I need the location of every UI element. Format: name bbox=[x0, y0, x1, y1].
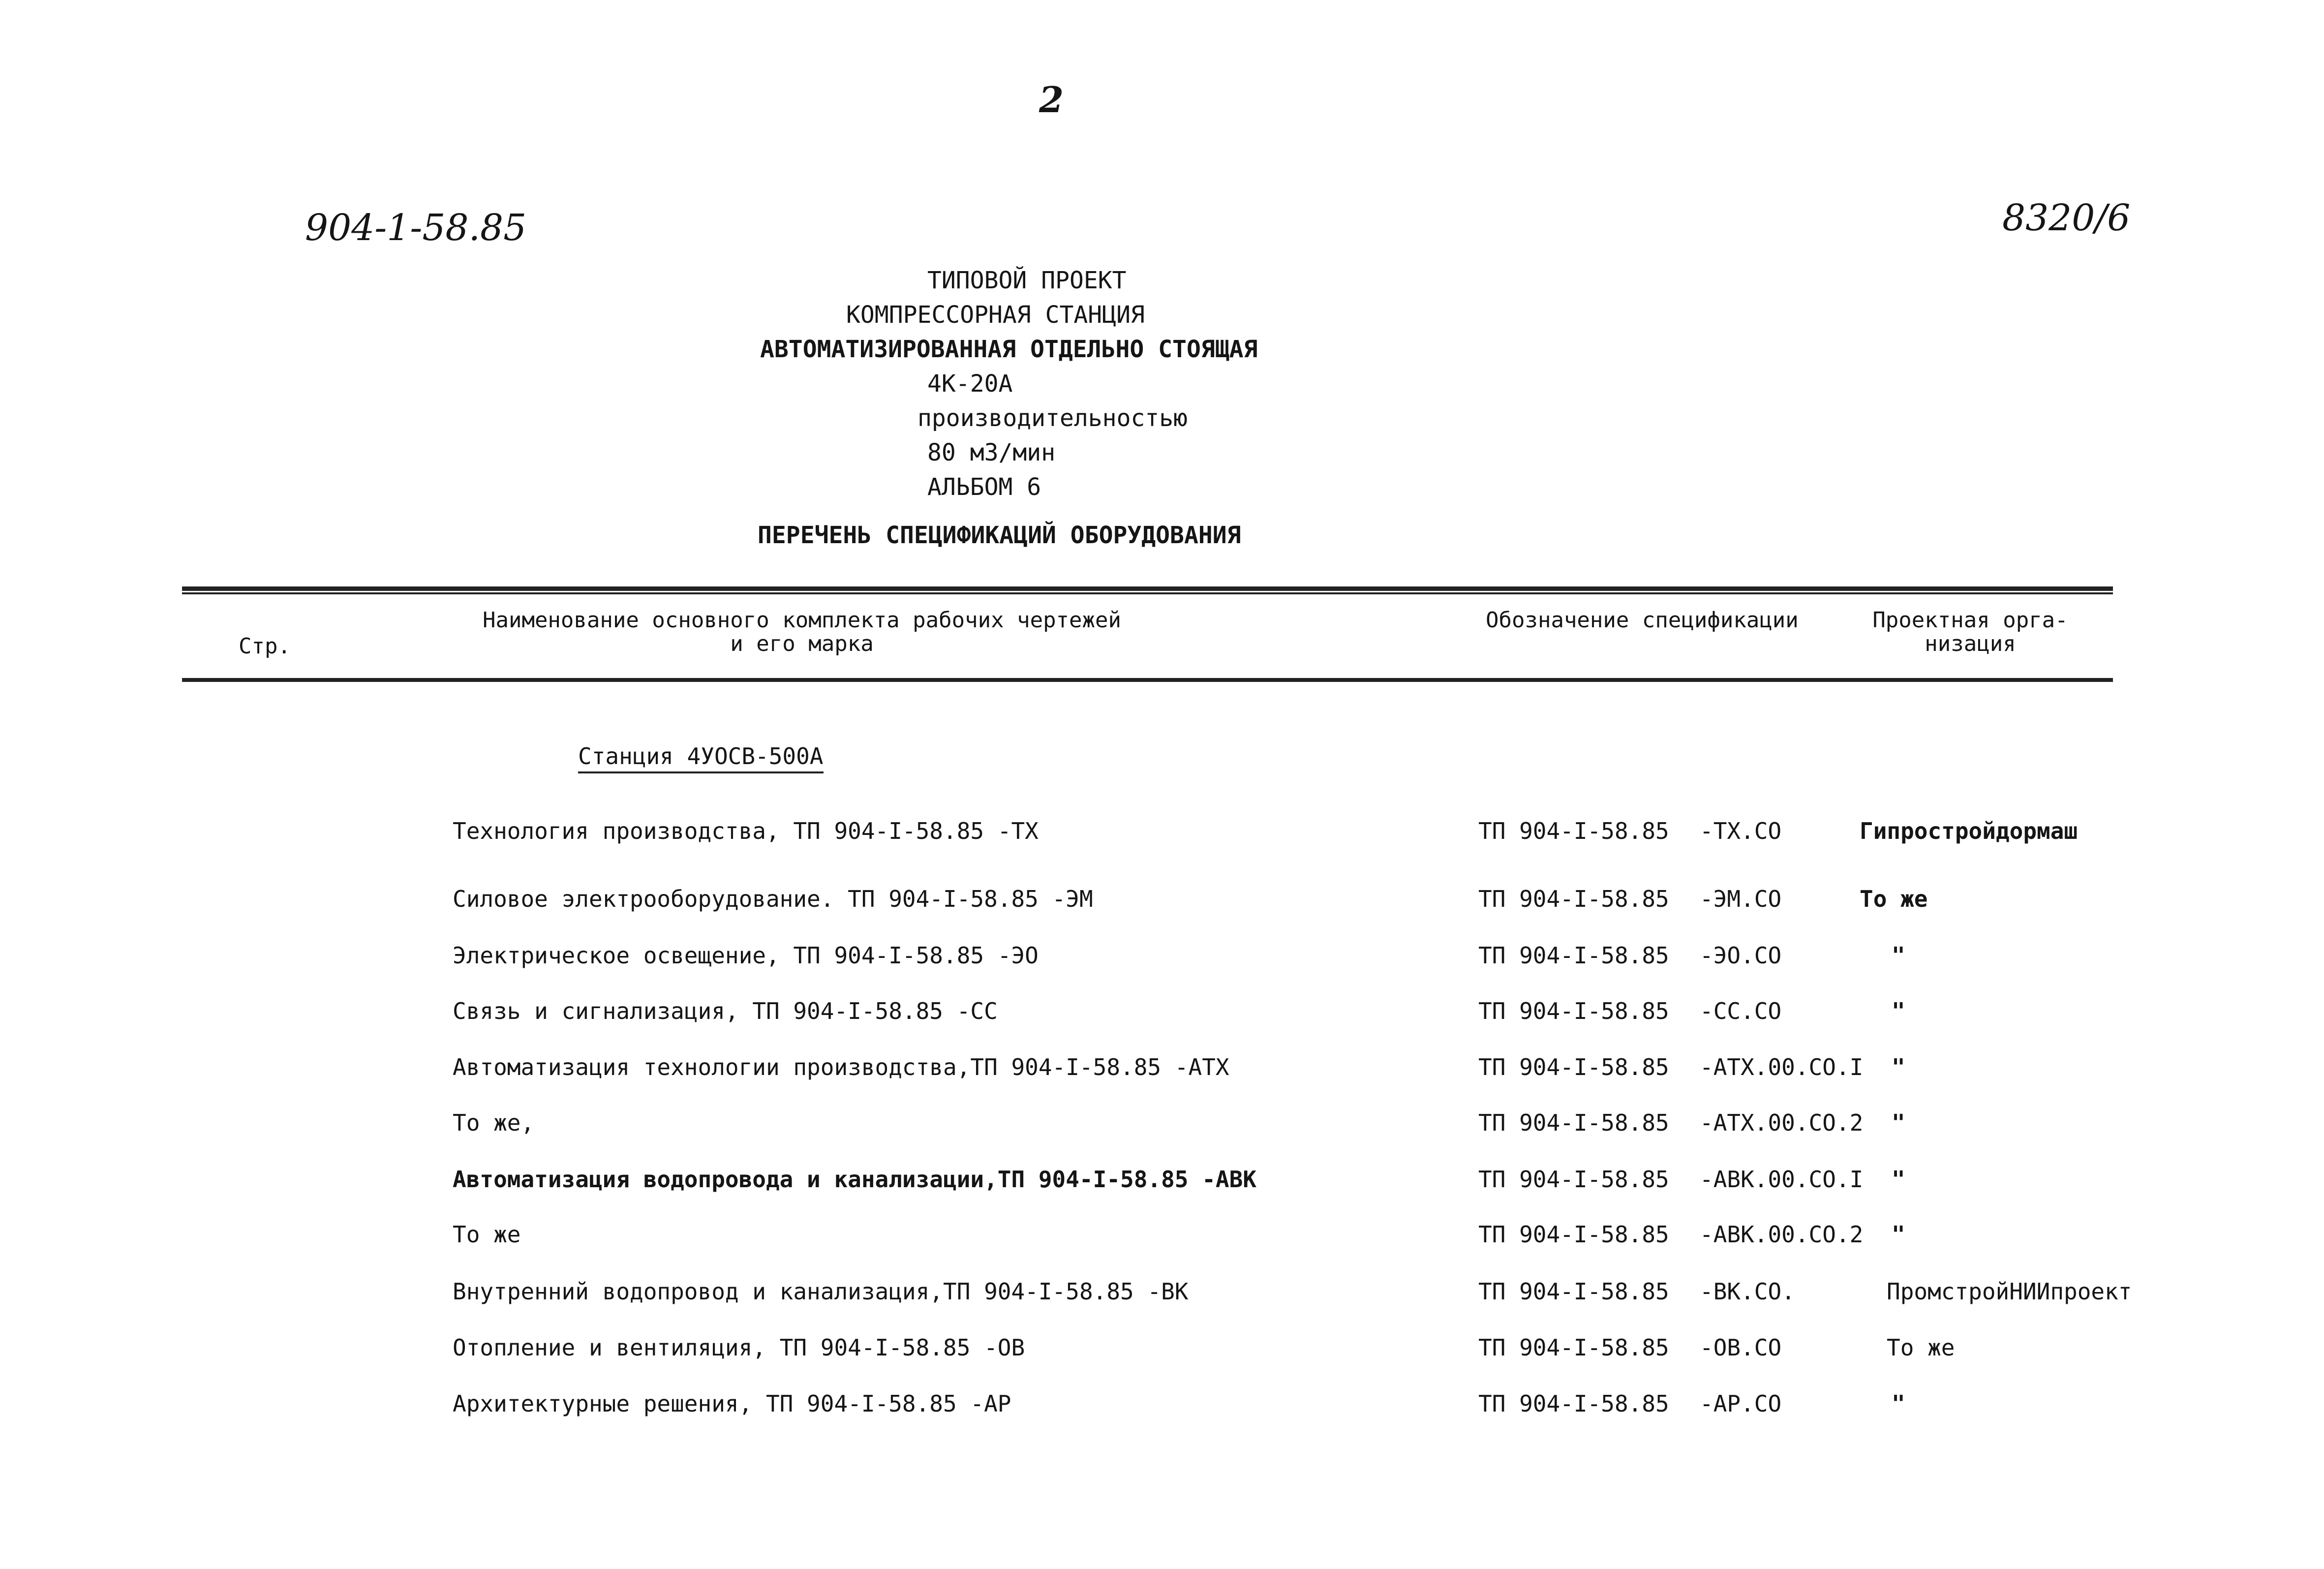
row-suffix: -ТХ.СО bbox=[1700, 818, 1782, 844]
row-code: ТП 904-I-58.85 bbox=[1478, 1221, 1669, 1248]
row-code: ТП 904-I-58.85 bbox=[1478, 1109, 1669, 1136]
row-org: То же bbox=[1860, 886, 1928, 912]
header-name bbox=[453, 609, 1151, 656]
row-org: " bbox=[1892, 1054, 1905, 1080]
table-row bbox=[0, 1109, 2324, 1144]
title-line: 80 м3/мин bbox=[927, 439, 1056, 466]
row-org: " bbox=[1892, 942, 1905, 969]
table-top-rule bbox=[182, 586, 2113, 591]
page-number: 2 bbox=[1039, 79, 1064, 121]
row-code: ТП 904-I-58.85 bbox=[1478, 1166, 1669, 1193]
table-row bbox=[0, 1390, 2324, 1425]
table-row bbox=[0, 886, 2324, 920]
row-name: Архитектурные решения, ТП 904-I-58.85 -АР bbox=[453, 1390, 1011, 1417]
title-line: КОМПРЕССОРНАЯ СТАНЦИЯ bbox=[846, 301, 1145, 329]
row-name: Автоматизация технологии производства,ТП 904-I-58.85 -АТХ bbox=[453, 1054, 1229, 1080]
table-row bbox=[0, 1221, 2324, 1256]
header-org bbox=[1865, 609, 2076, 656]
row-suffix: -АТХ.00.СО.I bbox=[1700, 1054, 1864, 1080]
row-name: То же bbox=[453, 1221, 521, 1248]
header-name-line1: Наименование основного комплекта рабочих чертежей bbox=[482, 608, 1122, 633]
table-row bbox=[0, 1278, 2324, 1313]
header-page: Стр. bbox=[239, 634, 291, 659]
table-row bbox=[0, 942, 2324, 977]
row-code: ТП 904-I-58.85 bbox=[1478, 1054, 1669, 1080]
row-suffix: -АВК.00.СО.2 bbox=[1700, 1221, 1864, 1248]
title-line: АЛЬБОМ 6 bbox=[927, 473, 1041, 501]
row-suffix: -ОВ.СО bbox=[1700, 1334, 1782, 1361]
table-row bbox=[0, 1054, 2324, 1088]
row-suffix: -АТХ.00.СО.2 bbox=[1700, 1109, 1864, 1136]
title-line: производительностью bbox=[917, 404, 1188, 432]
row-name: То же, bbox=[453, 1109, 535, 1136]
handwritten-inventory-number: 8320/6 bbox=[2002, 197, 2131, 239]
row-name: Силовое электрооборудование. ТП 904-I-58.85 -ЭМ bbox=[453, 886, 1093, 912]
row-code: ТП 904-I-58.85 bbox=[1478, 998, 1669, 1024]
handwritten-project-code: 904-1-58.85 bbox=[305, 207, 527, 249]
table-row bbox=[0, 1334, 2324, 1369]
row-code: ТП 904-I-58.85 bbox=[1478, 818, 1669, 844]
row-name: Технология производства, ТП 904-I-58.85 -ТХ bbox=[453, 818, 1039, 844]
header-org-line1: Проектная орга- bbox=[1872, 608, 2068, 633]
header-name-line2: и его марка bbox=[730, 631, 874, 656]
row-suffix: -АВК.00.СО.I bbox=[1700, 1166, 1864, 1193]
table-row bbox=[0, 1166, 2324, 1200]
row-org: " bbox=[1892, 1390, 1905, 1417]
table-row bbox=[0, 998, 2324, 1032]
title-line: ТИПОВОЙ ПРОЕКТ bbox=[927, 267, 1127, 294]
section-title: ПЕРЕЧЕНЬ СПЕЦИФИКАЦИЙ ОБОРУДОВАНИЯ bbox=[758, 522, 1241, 549]
row-name: Автоматизация водопровода и канализации,ТП 904-I-58.85 -АВК bbox=[453, 1166, 1256, 1193]
row-org: " bbox=[1892, 1221, 1905, 1248]
row-code: ТП 904-I-58.85 bbox=[1478, 1278, 1669, 1305]
header-org-line2: низация bbox=[1925, 631, 2016, 656]
row-org: " bbox=[1892, 1109, 1905, 1136]
row-code: ТП 904-I-58.85 bbox=[1478, 942, 1669, 969]
title-line: 4К-20А bbox=[927, 370, 1013, 398]
title-line: АВТОМАТИЗИРОВАННАЯ ОТДЕЛЬНО СТОЯЩАЯ bbox=[760, 336, 1258, 363]
row-code: ТП 904-I-58.85 bbox=[1478, 1334, 1669, 1361]
row-suffix: -СС.СО bbox=[1700, 998, 1782, 1024]
table-top-rule-thin bbox=[182, 592, 2113, 594]
row-name: Связь и сигнализация, ТП 904-I-58.85 -СС bbox=[453, 998, 998, 1024]
row-code: ТП 904-I-58.85 bbox=[1478, 1390, 1669, 1417]
header-spec: Обозначение спецификации bbox=[1486, 608, 1799, 633]
row-org: " bbox=[1892, 998, 1905, 1024]
table-header-rule bbox=[182, 678, 2113, 682]
row-name: Внутренний водопровод и канализация,ТП 904-I-58.85 -ВК bbox=[453, 1278, 1189, 1305]
table-row bbox=[0, 818, 2324, 852]
row-org: " bbox=[1892, 1166, 1905, 1193]
row-org: То же bbox=[1887, 1334, 1955, 1361]
row-suffix: -ВК.СО. bbox=[1700, 1278, 1795, 1305]
row-name: Отопление и вентиляция, ТП 904-I-58.85 -ОВ bbox=[453, 1334, 1025, 1361]
row-suffix: -АР.СО bbox=[1700, 1390, 1782, 1417]
row-org: Гипростройдормаш bbox=[1860, 818, 2078, 844]
row-org: ПромстройНИИпроект bbox=[1887, 1278, 2132, 1305]
row-name: Электрическое освещение, ТП 904-I-58.85 -ЭО bbox=[453, 942, 1039, 969]
row-suffix: -ЭМ.СО bbox=[1700, 886, 1782, 912]
row-code: ТП 904-I-58.85 bbox=[1478, 886, 1669, 912]
row-suffix: -ЭО.СО bbox=[1700, 942, 1782, 969]
station-heading: Станция 4УОСВ-500А bbox=[578, 743, 824, 773]
